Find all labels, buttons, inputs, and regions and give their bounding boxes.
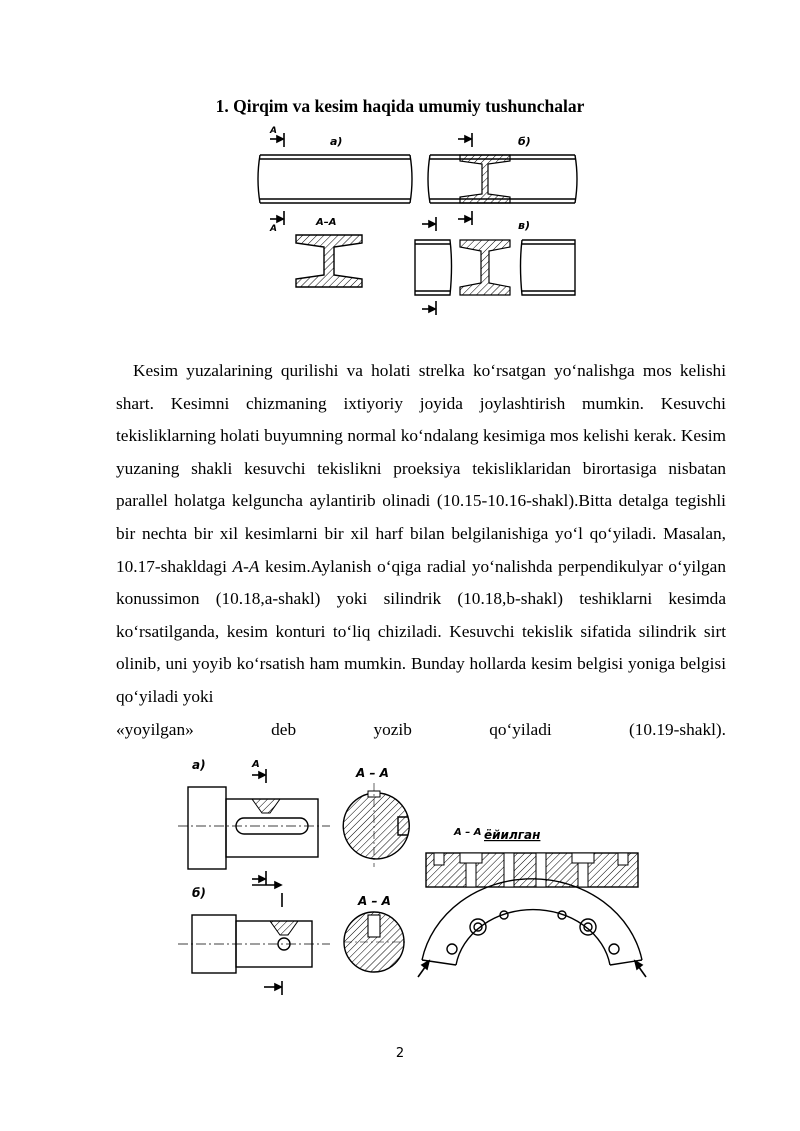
paragraph-end: kesim.Aylanish o‘qiga radial yo‘nalishda perpendikulyar o‘yilgan konussimon (10.18,a-shakl) yoki silindrik (10.18,b-shakl) teshiklarni kesimda ko‘rsatilganda, kesim konturi to‘liq chiziladi. Kesuvchi tekislik sifatida silindrik sirt olinib, uni yoyib ko‘rsatish ham mumkin. Bunday hollarda kesim belgisi yoniga belgisi qo‘yiladi yoki bbox=[116, 556, 726, 706]
cut-letter-bottom: A bbox=[270, 224, 277, 234]
section-label-1: A – A bbox=[356, 766, 389, 780]
cut-letter: A bbox=[252, 759, 260, 770]
ibeam-section-gap bbox=[460, 240, 510, 295]
figure-ibeam-sections bbox=[250, 125, 590, 325]
cut-arrow-shaft-b bbox=[252, 882, 282, 995]
figure1-label-v: в) bbox=[518, 219, 530, 232]
last-line-word: yozib bbox=[373, 719, 412, 739]
cut-arrow-bottom bbox=[270, 211, 284, 225]
body-paragraph bbox=[116, 355, 726, 714]
shaft-b-hatch bbox=[270, 921, 298, 935]
shaft-b-drawing bbox=[178, 915, 330, 973]
developed-section bbox=[426, 853, 638, 887]
developed-label: A – A bbox=[454, 827, 482, 838]
last-line-word: «yoyilgan» bbox=[116, 719, 194, 739]
cut-arrow-v bbox=[422, 217, 436, 315]
beam-a-drawing bbox=[258, 155, 412, 203]
figure2-label-b: б) bbox=[192, 886, 206, 900]
cut-arrow-shaft-a bbox=[252, 769, 266, 885]
figure-shaft-sections bbox=[170, 755, 650, 1010]
page-title: 1. Qirqim va kesim haqida umumiy tushunchalar bbox=[215, 96, 585, 116]
paragraph-start: Kesim yuzalarining qurilishi va holati strelka ko‘rsatgan yo‘nalishga mos kelishi shart. Kesimni chizmaning ixtiyoriy joyida joylashtirish mumkin. Kesuvchi tekisliklarning holati buyumning normal ko‘ndalang kesimiga mos kelishi kerak. Kesim yuzaning shakli kesuvchi tekislikni proeksiya tekisliklaridan birortasiga nisbatan parallel holatga kelguncha aylantirib olinadi (10.15-10.16-shakl).Bitta detalga tegishli bir nechta bir xil kesimlarni bir xil harf bilan belgilanishiga yo‘l qo‘yiladi. Masalan, 10.17-shakldagi bbox=[116, 361, 726, 576]
figure2-label-a: a) bbox=[192, 758, 206, 772]
ring-arc bbox=[422, 879, 642, 965]
last-line-word: deb bbox=[271, 719, 297, 739]
section-label-2: A – A bbox=[358, 894, 391, 908]
figure1-label-b: б) bbox=[518, 135, 531, 148]
section-circle-a bbox=[343, 783, 409, 867]
cut-letter-top: A bbox=[270, 126, 277, 136]
figure1-label-a: a) bbox=[330, 135, 343, 148]
italic-ref: A-A bbox=[232, 556, 260, 576]
section-circle-b bbox=[344, 912, 406, 972]
last-line-word: qo‘yiladi bbox=[489, 719, 552, 739]
shaft-a-hatch bbox=[252, 799, 280, 813]
section-label-aa: A–A bbox=[316, 217, 337, 228]
ibeam-section bbox=[296, 235, 362, 287]
developed-word: ёйилган bbox=[484, 828, 541, 842]
body-text bbox=[116, 355, 726, 746]
cut-arrows-ring bbox=[418, 961, 646, 977]
paragraph-last-line bbox=[116, 714, 726, 747]
page-number: 2 bbox=[395, 1046, 405, 1061]
cut-arrow-b bbox=[458, 133, 472, 225]
ibeam-section-inplace bbox=[460, 155, 510, 203]
last-line-word: (10.19-shakl). bbox=[629, 719, 726, 739]
